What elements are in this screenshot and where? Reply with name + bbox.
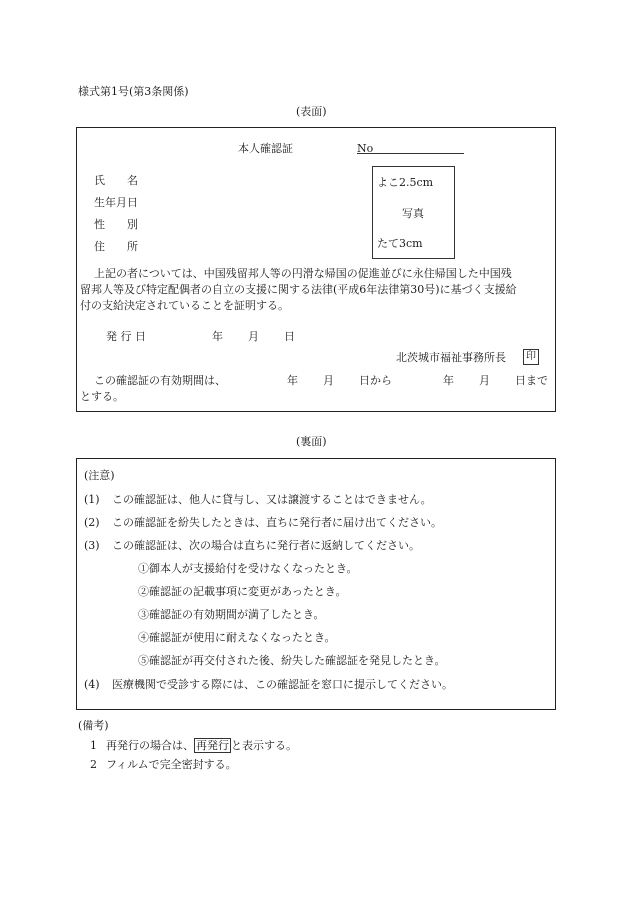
field-address-label: 住 所 <box>94 240 138 253</box>
number-underline <box>357 153 464 154</box>
remarks-heading: (備考) <box>78 719 109 732</box>
note-2-text: この確認証を紛失したときは、直ちに発行者に届け出てください。 <box>112 516 442 529</box>
validity-year-to: 年 <box>443 374 454 387</box>
validity-month-to: 月 <box>479 374 490 387</box>
field-sex-label: 性 別 <box>94 218 138 231</box>
issue-date-month: 月 <box>248 330 259 343</box>
number-label: No <box>357 142 374 155</box>
photo-width-label: よこ2.5cm <box>377 176 434 189</box>
issue-date-year: 年 <box>212 330 223 343</box>
field-name-label: 氏 名 <box>94 174 138 187</box>
issue-date-day: 日 <box>284 330 295 343</box>
note-3-number: (3) <box>84 539 100 552</box>
validity-from: 日から <box>359 374 392 387</box>
remark-1-suffix: と表示する。 <box>231 739 297 752</box>
notes-heading: (注意) <box>84 469 115 482</box>
certification-line-3: 付の支給決定されていることを証明する。 <box>80 299 289 312</box>
note-3-subitem-3: ③確認証の有効期間が満了したとき。 <box>138 608 325 621</box>
seal-mark <box>523 349 539 365</box>
note-3-subitem-4: ④確認証が使用に耐えなくなったとき。 <box>138 631 336 644</box>
remark-1-prefix: 再発行の場合は、 <box>106 739 194 752</box>
validity-prefix: この確認証の有効期間は、 <box>94 374 226 387</box>
validity-year-from: 年 <box>287 374 298 387</box>
note-3-subitem-2: ②確認証の記載事項に変更があったとき。 <box>138 585 347 598</box>
note-4-number: (4) <box>84 678 100 691</box>
issuer-name: 北茨城市福祉事務所長 <box>396 351 506 364</box>
reissue-boxed-label: 再発行 <box>196 739 229 752</box>
remark-1 <box>106 740 297 751</box>
certification-line-1: 上記の者については、中国残留邦人等の円滑な帰国の促進並びに永住帰国した中国残 <box>94 267 512 280</box>
note-2-number: (2) <box>84 516 100 529</box>
note-3-subitem-5: ⑤確認証が再交付された後、紛失した確認証を発見したとき。 <box>138 654 446 667</box>
photo-caption: 写真 <box>402 207 424 220</box>
validity-suffix: とする。 <box>80 390 124 403</box>
remark-2-text: フィルムで完全密封する。 <box>106 758 237 771</box>
validity-until: 日まで <box>515 374 548 387</box>
note-1-number: (1) <box>84 493 100 506</box>
note-1-text: この確認証は、他人に貸与し、又は譲渡することはできません。 <box>112 493 432 506</box>
remark-1-number: 1 <box>90 739 97 752</box>
validity-month-from: 月 <box>323 374 334 387</box>
remark-2-number: 2 <box>90 758 97 771</box>
note-3-text: この確認証は、次の場合は直ちに発行者に返納してください。 <box>112 539 420 552</box>
issue-date-label: 発 行 日 <box>106 330 146 343</box>
seal-text: 印 <box>526 351 536 362</box>
certification-line-2: 留邦人等及び特定配偶者の自立の支援に関する法律(平成6年法律第30号)に基づく支援給 <box>80 283 517 296</box>
note-4-text: 医療機関で受診する際には、この確認証を窓口に提示してください。 <box>112 678 453 691</box>
note-3-subitem-1: ①御本人が支援給付を受けなくなったとき。 <box>138 562 358 575</box>
form-number: 様式第1号(第3条関係) <box>78 85 189 98</box>
photo-height-label: たて3cm <box>377 237 423 250</box>
back-side-label: (裏面) <box>296 435 327 448</box>
front-side-label: (表面) <box>296 105 327 118</box>
card-title: 本人確認証 <box>238 142 293 155</box>
field-birthdate-label: 生年月日 <box>94 196 138 209</box>
